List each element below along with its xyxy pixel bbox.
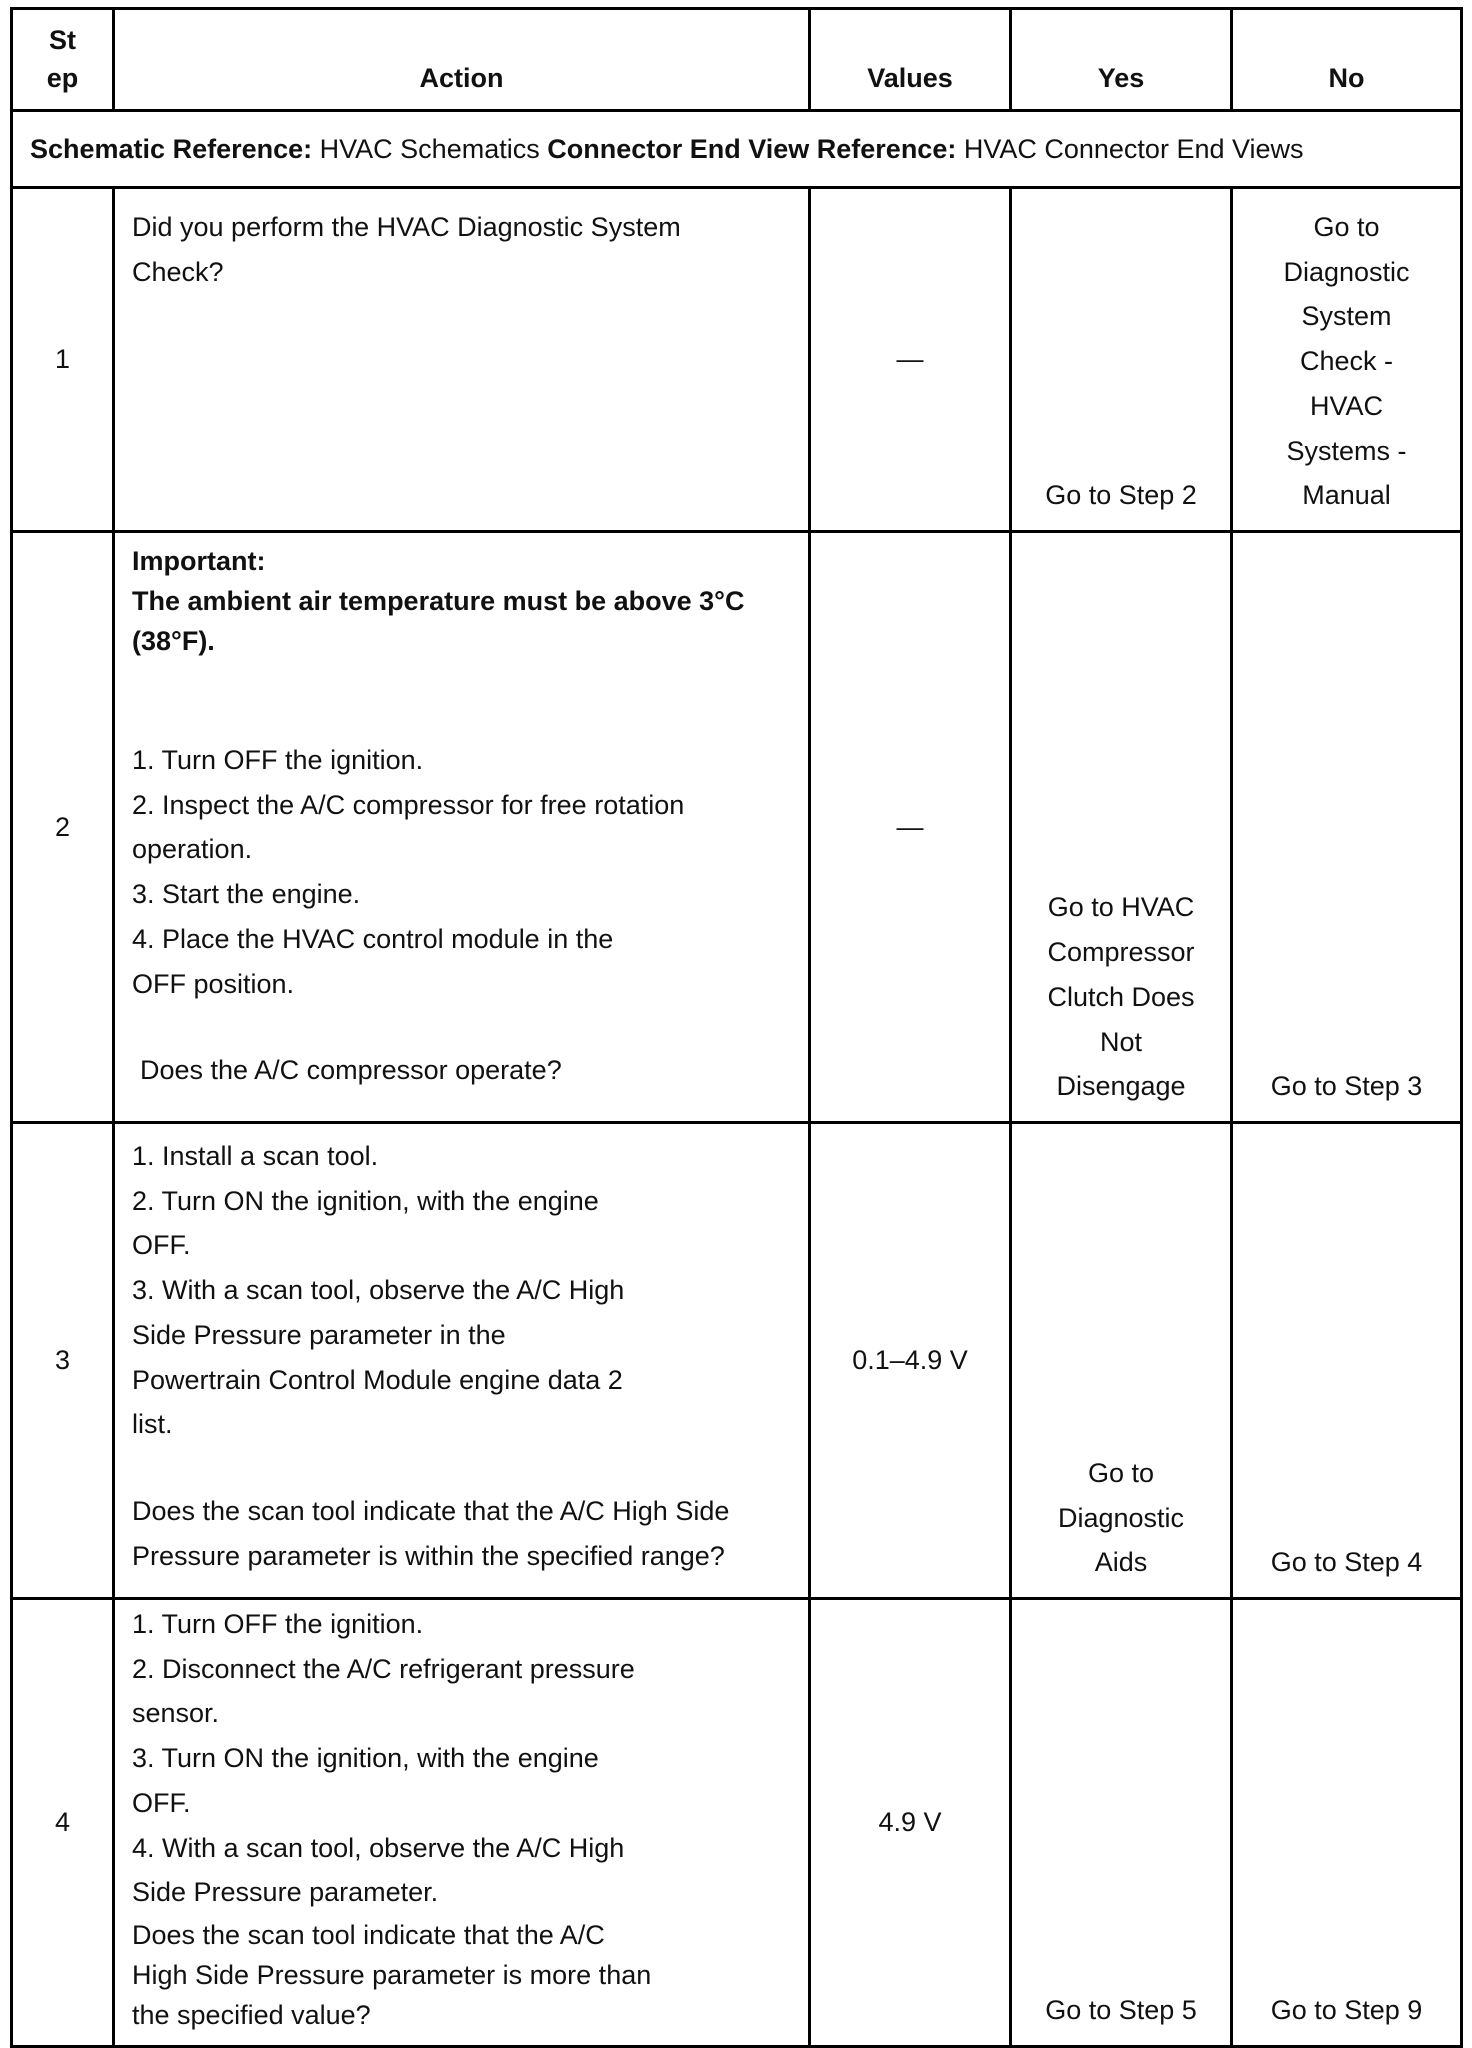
instruction-item: 2. Disconnect the A/C refrigerant pressure sensor.	[132, 1653, 635, 1729]
value-cell: —	[810, 188, 1011, 532]
yes-link[interactable]	[1011, 1123, 1232, 1599]
question-text: Does the scan tool indicate that the A/C High Side Pressure parameter is more than the specified value?	[132, 1919, 652, 2030]
instruction-item: 4. Place the HVAC control module in the OFF position.	[132, 923, 614, 999]
step-number: 2	[12, 532, 114, 1123]
no-link[interactable]: Go to Step 9	[1232, 1599, 1462, 2047]
instruction-item: 1. Install a scan tool.	[132, 1141, 379, 1171]
yes-link-text[interactable]: Go to HVAC Compressor Clutch Does Not Disengage	[1047, 892, 1195, 1102]
diagnostic-table	[10, 7, 1463, 2048]
header-step: St ep	[12, 9, 114, 111]
instruction-item: 3. Turn ON the ignition, with the engine OFF.	[132, 1743, 599, 1818]
no-link-text[interactable]: Go to Diagnostic System Check - HVAC Systems - Manual	[1283, 212, 1410, 511]
schematic-reference-label: Schematic Reference:	[30, 133, 313, 164]
header-yes: Yes	[1011, 9, 1232, 111]
important-label: Important:	[132, 546, 266, 576]
value-cell: 4.9 V	[810, 1599, 1011, 2047]
connector-reference-label: Connector End View Reference:	[547, 133, 957, 164]
action-cell	[114, 532, 810, 1123]
table-row	[12, 1599, 1462, 2047]
step-number: 4	[12, 1599, 114, 2047]
value-cell: 0.1–4.9 V	[810, 1123, 1011, 1599]
value-cell: —	[810, 532, 1011, 1123]
instruction-item: 1. Turn OFF the ignition.	[132, 1609, 424, 1639]
action-cell	[114, 1123, 810, 1599]
question-text: Does the scan tool indicate that the A/C High Side Pressure parameter is within the specified range?	[132, 1495, 730, 1571]
yes-link[interactable]: Go to Step 5	[1011, 1599, 1232, 2047]
yes-link-text[interactable]: Go to Diagnostic Aids	[1057, 1457, 1185, 1578]
important-text: The ambient air temperature must be above 3°C (38°F).	[132, 586, 745, 656]
header-action: Action	[114, 9, 810, 111]
step-number: 1	[12, 188, 114, 532]
connector-reference-link[interactable]: HVAC Connector End Views	[963, 133, 1304, 164]
header-row	[12, 9, 1462, 111]
header-values: Values	[810, 9, 1011, 111]
table-row	[12, 1123, 1462, 1599]
action-text: Did you perform the HVAC Diagnostic System Check?	[132, 212, 681, 287]
no-link[interactable]	[1232, 188, 1462, 532]
step-number: 3	[12, 1123, 114, 1599]
instruction-item: 3. With a scan tool, observe the A/C High Side Pressure parameter in the Powertrain Control Module engine data 2 list.	[132, 1275, 625, 1440]
reference-cell	[12, 111, 1462, 188]
question-text: Does the A/C compressor operate?	[140, 1055, 562, 1086]
instruction-item: 2. Inspect the A/C compressor for free rotation operation.	[132, 789, 685, 865]
action-cell	[114, 1599, 810, 2047]
reference-row	[12, 111, 1462, 188]
header-no: No	[1232, 9, 1462, 111]
instruction-item: 4. With a scan tool, observe the A/C High Side Pressure parameter.	[132, 1832, 625, 1908]
table-row	[12, 188, 1462, 532]
schematic-reference-link[interactable]: HVAC Schematics	[319, 133, 540, 164]
instruction-item: 1. Turn OFF the ignition.	[132, 745, 424, 775]
yes-link[interactable]	[1011, 532, 1232, 1123]
instruction-item: 2. Turn ON the ignition, with the engine OFF.	[132, 1185, 599, 1261]
no-link[interactable]: Go to Step 4	[1232, 1123, 1462, 1599]
no-link[interactable]: Go to Step 3	[1232, 532, 1462, 1123]
table-row	[12, 532, 1462, 1123]
yes-link[interactable]: Go to Step 2	[1011, 188, 1232, 532]
instruction-item: 3. Start the engine.	[132, 879, 361, 910]
action-cell	[114, 188, 810, 532]
